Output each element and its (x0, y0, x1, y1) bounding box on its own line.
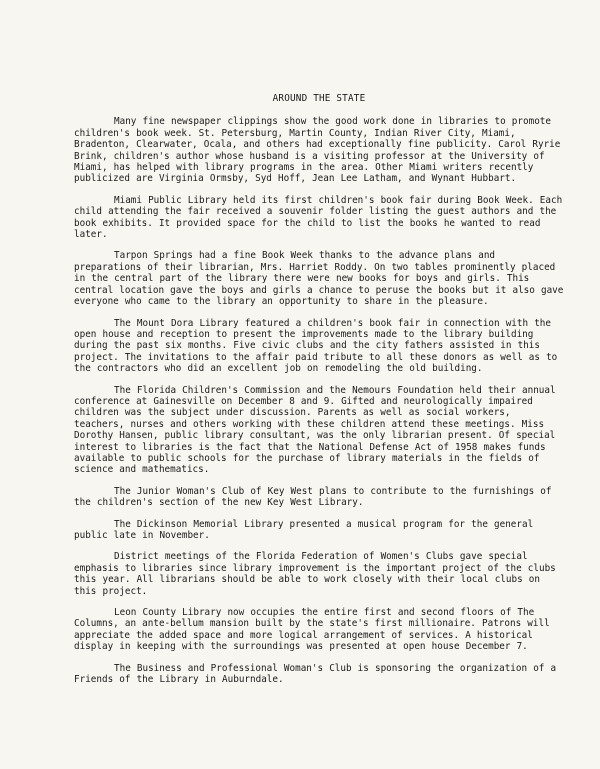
paragraph-auburndale: The Business and Professional Woman's Club is sponsoring the organization of a Friends of the Library in Auburndale. (74, 662, 557, 686)
paragraph-dickinson-library: The Dickinson Memorial Library presented a musical program for the general public late in November. (74, 518, 534, 541)
paragraph-womens-clubs: District meetings of the Florida Federation of Women's Clubs gave special emphasis to libraries since library improvement is the important project of the clubs this year. All librarians should be able to work closely with their local clubs on this project. (74, 551, 556, 597)
page-title: AROUND THE STATE (272, 93, 366, 104)
paragraph-tarpon-springs: Tarpon Springs had a fine Book Week thanks to the advance plans and preparations of their librarian, Mrs. Harriet Roddy. On two tables prominently placed in the central part of the library there were new books for boys and girls. This central location gave the boys and girls a chance to peruse the books but it also gave everyone who came to the library an opportunity to share in the pleasure. (74, 250, 564, 308)
paragraph-leon-county: Leon County Library now occupies the entire first and second floors of The Columns, an ante-bellum mansion built by the state's first millionaire. Patrons will appreciate the added space and more logical arrangement of services. A historical display in keeping with the surroundings was presented at open house December 7. (74, 607, 550, 653)
paragraph-mount-dora: The Mount Dora Library featured a children's book fair in connection with the open house and reception to present the improvements made to the library building during the past six months. Five civic clubs and the city fathers assisted in this project. The invitations to the affair paid tribute to all these donors as well as to the contractors who did an excellent job on remodeling the old building. (74, 317, 558, 375)
paragraph-childrens-commission: The Florida Children's Commission and the Nemours Foundation held their annual conference at Gainesville on December 8 and 9. Gifted and neurologically impaired children was the subject under discussion. Parents as well as social workers, teachers, nurses and others working with these children attend these meetings. Miss Dorothy Hansen, public library consultant, was the only librarian present. Of special interest to libraries is the fact that the National Defense Act of 1958 makes funds available to public schools for the purchase of library materials in the fields of science and mathematics. (74, 384, 556, 476)
paragraph-miami-book-fair: Miami Public Library held its first children's book fair during Book Week. Each child attending the fair received a souvenir folder listing the guest authors and the book exhibits. It provided space for the child to list the books he wanted to read later. (74, 194, 563, 241)
paragraph-key-west: The Junior Woman's Club of Key West plans to contribute to the furnishings of the children's section of the new Key West Library. (74, 485, 552, 509)
paragraph-book-week-publicity: Many fine newspaper clippings show the good work done in libraries to promote children's book week. St. Petersburg, Martin County, Indian River City, Miami, Bradenton, Clearwater, Ocala, and others had exceptionally fine publicity. Carol Ryrie Brink, children's author whose husband is a visiting professor at the University of Miami, has helped with library programs in the area. Other Miami writers recently publicized are Virginia Ormsby, Syd Hoff, Jean Lee Latham, and Wynant Hubbart. (74, 116, 561, 185)
document-body (74, 93, 564, 695)
